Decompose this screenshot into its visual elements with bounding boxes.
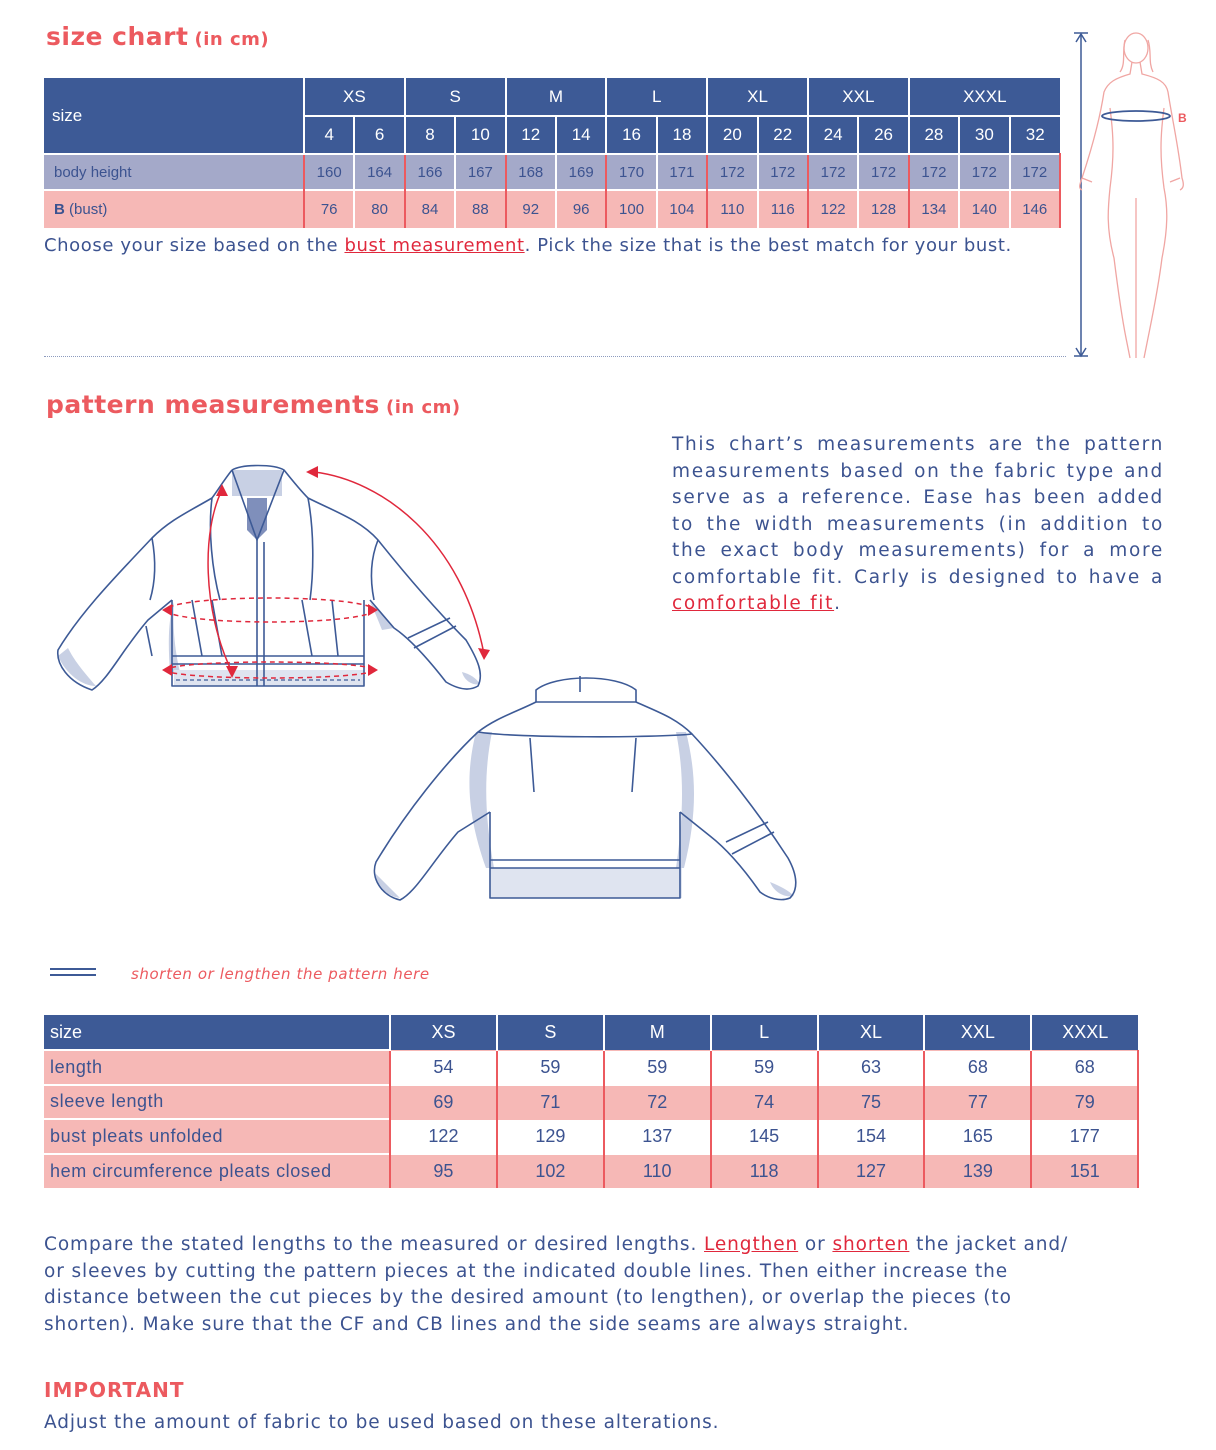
- value-cell: 122: [390, 1119, 497, 1154]
- compare-pre: Compare the stated lengths to the measured or desired lengths.: [44, 1234, 705, 1255]
- bust-cell: 122: [808, 190, 858, 228]
- value-cell: 63: [818, 1050, 925, 1085]
- body-height-cell: 164: [354, 154, 404, 190]
- bust-cell: 100: [606, 190, 656, 228]
- header-cell: S: [497, 1015, 604, 1050]
- body-height-cell: 168: [506, 154, 556, 190]
- body-figure-illustration: [1070, 28, 1200, 368]
- value-cell: 102: [497, 1154, 604, 1189]
- body-height-cell: 169: [556, 154, 606, 190]
- size-chart-table: [44, 78, 1061, 228]
- body-height-cell: 171: [657, 154, 707, 190]
- bust-cell: 104: [657, 190, 707, 228]
- header-cell: M: [604, 1015, 711, 1050]
- section-divider: [44, 356, 1066, 357]
- value-cell: 71: [497, 1085, 604, 1120]
- compare-post: the jacket and/ or sleeves by cutting the pattern pieces at the indicated double lines. Then either increase the distance between the cut pieces by the desired amount (to lengthen), or overlap the pieces (to shorten). Make sure that the CF and CB lines and the side seams are always straight.: [44, 1234, 1069, 1335]
- value-cell: 74: [711, 1085, 818, 1120]
- pattern-unit: (in cm): [386, 397, 461, 418]
- value-cell: 68: [924, 1050, 1031, 1085]
- row-label: length: [44, 1050, 390, 1085]
- pattern-desc-pre: This chart’s measurements are the pattern measurements based on the fabric type and serve as a reference. Ease has been added to the width measurements (in addition to the exact body measurements) for a more comfortable fit. Carly is designed to have a: [672, 434, 1164, 588]
- value-cell: 79: [1031, 1085, 1138, 1120]
- value-cell: 165: [924, 1119, 1031, 1154]
- value-cell: 77: [924, 1085, 1031, 1120]
- eu-size-cell: 22: [758, 116, 808, 154]
- table-row: [44, 1119, 1138, 1154]
- table-row: [44, 1085, 1138, 1120]
- bust-cell: 92: [506, 190, 556, 228]
- comfortable-fit-link[interactable]: comfortable fit: [672, 593, 835, 614]
- value-cell: 118: [711, 1154, 818, 1189]
- eu-size-cell: 10: [455, 116, 505, 154]
- value-cell: 95: [390, 1154, 497, 1189]
- choose-text-pre: Choose your size based on the: [44, 235, 345, 256]
- eu-size-cell: 16: [606, 116, 656, 154]
- bust-cell: 134: [909, 190, 959, 228]
- body-height-cell: 172: [707, 154, 757, 190]
- alteration-instructions: [44, 1232, 1084, 1338]
- value-cell: 69: [390, 1085, 497, 1120]
- size-chart-unit: (in cm): [194, 29, 270, 50]
- eu-size-cell: 6: [354, 116, 404, 154]
- eu-size-cell: 20: [707, 116, 757, 154]
- bust-label: [44, 190, 304, 228]
- value-cell: 68: [1031, 1050, 1138, 1085]
- body-height-cell: 172: [909, 154, 959, 190]
- choose-size-text: [44, 235, 1012, 256]
- size-group-m: M: [506, 78, 607, 116]
- eu-size-cell: 30: [959, 116, 1009, 154]
- pattern-heading: pattern measurements: [46, 390, 380, 419]
- figure-bust-marker: B: [1178, 111, 1187, 125]
- value-cell: 59: [497, 1050, 604, 1085]
- value-cell: 127: [818, 1154, 925, 1189]
- body-height-cell: 172: [758, 154, 808, 190]
- body-height-label: body height: [44, 154, 304, 190]
- eu-size-cell: 12: [506, 116, 556, 154]
- jacket-front-illustration: [52, 460, 492, 692]
- double-line-legend-icon: [50, 968, 96, 976]
- eu-size-cell: 26: [858, 116, 908, 154]
- body-height-cell: 172: [1010, 154, 1060, 190]
- bust-cell: 140: [959, 190, 1009, 228]
- legend-text: shorten or lengthen the pattern here: [131, 965, 430, 983]
- value-cell: 139: [924, 1154, 1031, 1189]
- size-group-l: L: [606, 78, 707, 116]
- value-cell: 151: [1031, 1154, 1138, 1189]
- pattern-description: [672, 432, 1164, 618]
- bust-measurement-link[interactable]: bust measurement: [344, 235, 525, 256]
- size-chart-title: [46, 22, 269, 51]
- size-group-xl: XL: [707, 78, 808, 116]
- eu-size-cell: 18: [657, 116, 707, 154]
- value-cell: 145: [711, 1119, 818, 1154]
- value-cell: 75: [818, 1085, 925, 1120]
- body-height-cell: 170: [606, 154, 656, 190]
- value-cell: 110: [604, 1154, 711, 1189]
- value-cell: 154: [818, 1119, 925, 1154]
- size-label-cell: size: [44, 78, 304, 154]
- bust-cell: 80: [354, 190, 404, 228]
- eu-size-cell: 4: [304, 116, 354, 154]
- table-row: [44, 1154, 1138, 1189]
- eu-size-cell: 24: [808, 116, 858, 154]
- body-height-cell: 160: [304, 154, 354, 190]
- header-cell: XXL: [924, 1015, 1031, 1050]
- lengthen-link[interactable]: Lengthen: [704, 1234, 799, 1255]
- bust-label-rest: (bust): [69, 201, 108, 218]
- pattern-measurements-table: [44, 1015, 1139, 1188]
- value-cell: 177: [1031, 1119, 1138, 1154]
- body-height-cell: 172: [808, 154, 858, 190]
- header-cell: L: [711, 1015, 818, 1050]
- bust-cell: 110: [707, 190, 757, 228]
- size-group-xs: XS: [304, 78, 405, 116]
- bust-cell: 146: [1010, 190, 1060, 228]
- header-cell: XL: [818, 1015, 925, 1050]
- bust-label-bold: B: [54, 201, 65, 218]
- choose-text-post: . Pick the size that is the best match for your bust.: [524, 235, 1012, 256]
- body-height-row: [44, 154, 1060, 190]
- eu-size-cell: 32: [1010, 116, 1060, 154]
- size-chart-heading: size chart: [46, 22, 189, 51]
- body-height-cell: 166: [405, 154, 455, 190]
- important-text: Adjust the amount of fabric to be used based on these alterations.: [44, 1412, 720, 1433]
- row-label: bust pleats unfolded: [44, 1119, 390, 1154]
- pattern-desc-post: .: [834, 593, 842, 614]
- row-label: sleeve length: [44, 1085, 390, 1120]
- shorten-link[interactable]: shorten: [832, 1234, 910, 1255]
- value-cell: 137: [604, 1119, 711, 1154]
- bust-cell: 116: [758, 190, 808, 228]
- bust-cell: 128: [858, 190, 908, 228]
- measurements-header-row: [44, 1015, 1138, 1050]
- body-height-cell: 172: [858, 154, 908, 190]
- value-cell: 72: [604, 1085, 711, 1120]
- header-cell: XS: [390, 1015, 497, 1050]
- size-group-s: S: [405, 78, 506, 116]
- eu-size-cell: 28: [909, 116, 959, 154]
- body-height-cell: 167: [455, 154, 505, 190]
- value-cell: 59: [604, 1050, 711, 1085]
- size-group-xxxl: XXXL: [909, 78, 1060, 116]
- header-cell: XXXL: [1031, 1015, 1138, 1050]
- eu-size-cell: 8: [405, 116, 455, 154]
- header-cell: size: [44, 1015, 390, 1050]
- bust-cell: 76: [304, 190, 354, 228]
- compare-mid: or: [798, 1234, 833, 1255]
- bust-cell: 96: [556, 190, 606, 228]
- jacket-back-illustration: [366, 672, 802, 904]
- size-group-xxl: XXL: [808, 78, 909, 116]
- eu-size-cell: 14: [556, 116, 606, 154]
- row-label: hem circumference pleats closed: [44, 1154, 390, 1189]
- bust-cell: 88: [455, 190, 505, 228]
- value-cell: 59: [711, 1050, 818, 1085]
- bust-cell: 84: [405, 190, 455, 228]
- important-heading: IMPORTANT: [44, 1378, 185, 1402]
- value-cell: 129: [497, 1119, 604, 1154]
- pattern-measurements-title: [46, 390, 461, 419]
- body-height-cell: 172: [959, 154, 1009, 190]
- table-row: [44, 1050, 1138, 1085]
- value-cell: 54: [390, 1050, 497, 1085]
- bust-row: [44, 190, 1060, 228]
